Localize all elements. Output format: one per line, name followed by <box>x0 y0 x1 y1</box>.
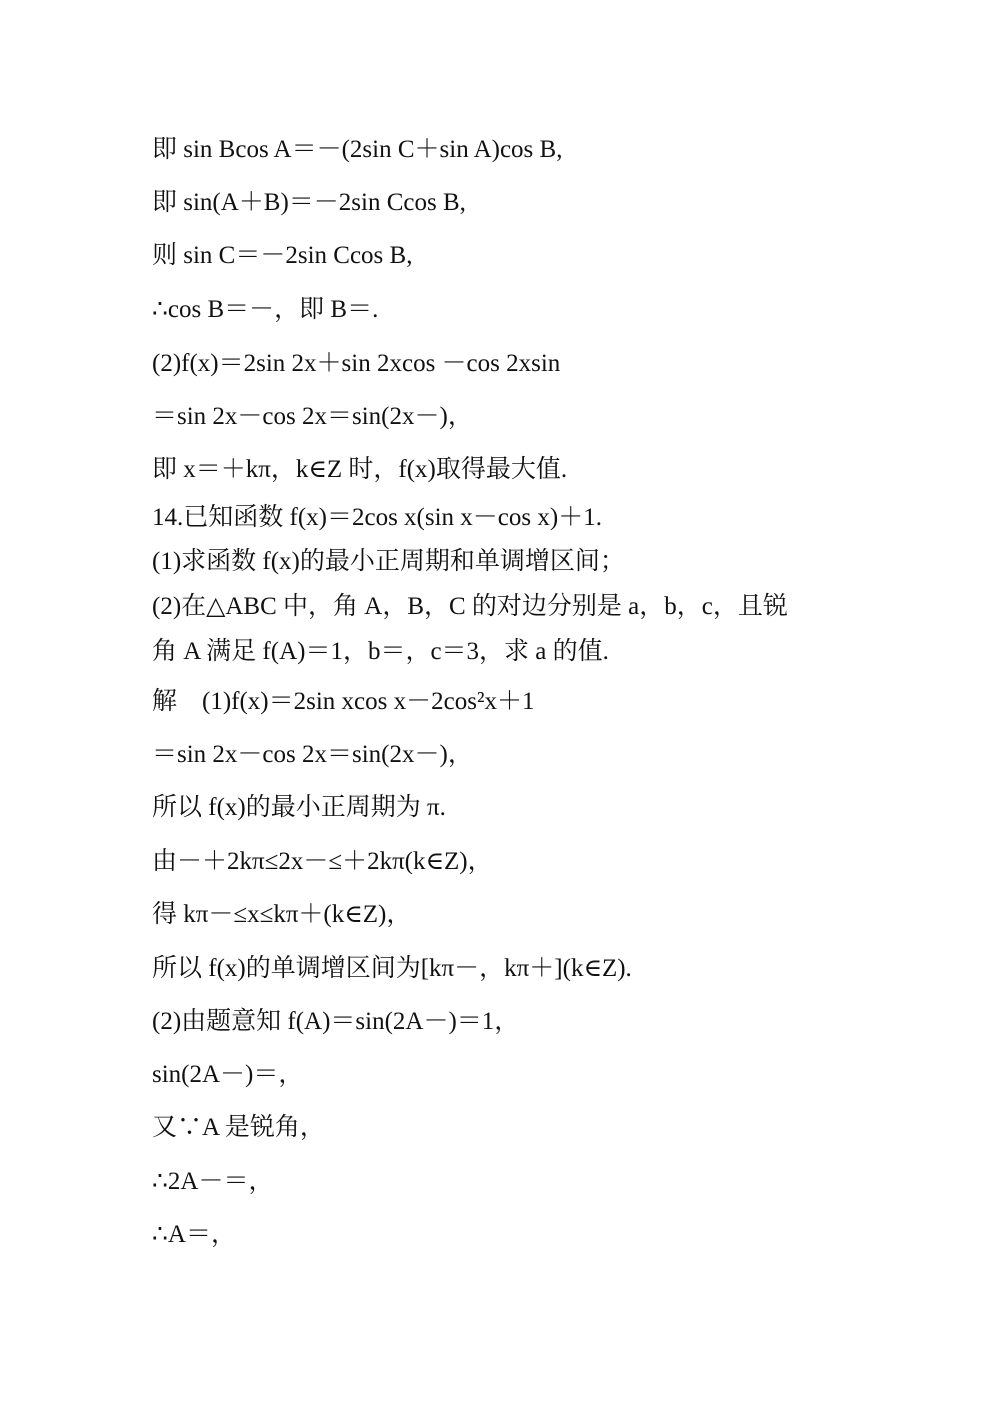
solution-line: ＝sin 2x－cos 2x＝sin(2x－)， <box>152 403 473 430</box>
solution-line: 又∵A 是锐角， <box>152 1114 325 1141</box>
solution-heading: 解 (1)f(x)＝2sin xcos x－2cos²x＋1 <box>152 688 535 715</box>
solution-line: ＝sin 2x－cos 2x＝sin(2x－)， <box>152 741 473 768</box>
solution-line: 即 sin(A＋B)＝－2sin Ccos B, <box>152 189 466 216</box>
problem-part-2-cont: 角 A 满足 f(A)＝1，b＝，c＝3，求 a 的值. <box>152 638 609 665</box>
problem-statement: 14.已知函数 f(x)＝2cos x(sin x－cos x)＋1. <box>152 504 602 531</box>
problem-part-2: (2)在△ABC 中，角 A，B，C 的对边分别是 a，b，c，且锐 <box>152 593 788 620</box>
solution-line: 得 kπ－≤x≤kπ＋(k∈Z)， <box>152 901 412 928</box>
solution-line: sin(2A－)＝， <box>152 1061 304 1088</box>
solution-line: 则 sin C＝－2sin Ccos B, <box>152 242 413 269</box>
solution-line: (2)由题意知 f(A)＝sin(2A－)＝1， <box>152 1008 520 1035</box>
solution-line: 所以 f(x)的最小正周期为 π. <box>152 794 446 821</box>
solution-line: 由－＋2kπ≤2x－≤＋2kπ(k∈Z)， <box>152 848 493 875</box>
solution-line: ∴A＝， <box>152 1221 236 1248</box>
solution-line: 即 x＝＋kπ，k∈Z 时，f(x)取得最大值. <box>152 456 568 483</box>
solution-line: ∴2A－＝， <box>152 1168 274 1195</box>
solution-line: ∴cos B＝－，即 B＝. <box>152 296 379 323</box>
solution-line: 即 sin Bcos A＝－(2sin C＋sin A)cos B, <box>152 136 563 163</box>
solution-line: 所以 f(x)的单调增区间为[kπ－，kπ＋](k∈Z). <box>152 955 632 982</box>
problem-part-1: (1)求函数 f(x)的最小正周期和单调增区间； <box>152 548 625 575</box>
solution-line: (2)f(x)＝2sin 2x＋sin 2xcos －cos 2xsin <box>152 350 561 377</box>
